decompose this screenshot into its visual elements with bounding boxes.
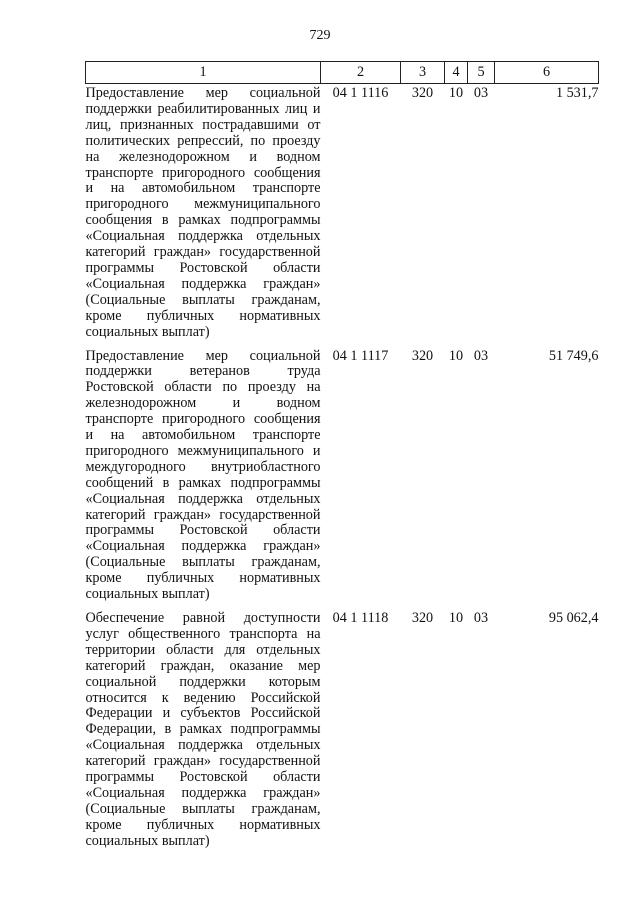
- row-subsection: 03: [473, 347, 489, 364]
- row-description: Предоставление мер социальной поддержки реабилитированных лиц и лиц, признанных пострадавшими от политических репрессий, по проезду на железнодорожном и водном транспорте пригородного сообщения и на автомобильном транспорте пригородного межмуниципального сообщения в рамках подпрограммы «Социальная поддержка отдельных категорий граждан» государственной программы Ростовской области «Социальная поддержка граждан» (Социальные выплаты гражданам, кроме публичных нормативных социальных выплат): [85, 85, 321, 340]
- row-code: 04 1 1116: [332, 85, 389, 101]
- page-number: 729: [309, 28, 331, 43]
- row-section: 10: [448, 610, 464, 626]
- table-row: [86, 347, 599, 610]
- column-header-2: 2: [321, 62, 401, 84]
- budget-table: [85, 61, 599, 856]
- row-type: 320: [411, 85, 434, 101]
- row-amount: 95 062,4: [548, 610, 599, 626]
- row-type: 320: [411, 347, 434, 364]
- row-description: Предоставление мер социальной поддержки ветеранов труда Ростовской области по проезду на железнодорожном и водном транспорте пригородного сообщения и на автомобильном транспорте пригородного межмуниципального и междугородного внутриобластного сообщений в рамках подпрограммы «Социальная поддержка отдельных категорий граждан» государственной программы Ростовской области «Социальная поддержка граждан» (Социальные выплаты гражданам, кроме публичных нормативных социальных выплат): [85, 347, 321, 603]
- header-row: [86, 62, 599, 84]
- row-description: Обеспечение равной доступности услуг общественного транспорта на территории области для отдельных категорий граждан, оказание мер социальной поддержки которым относится к ведению Российской Федерации и субъектов Российской Федерации, в рамках подпрограммы «Социальная поддержка отдельных категорий граждан» государственной программы Ростовской области «Социальная поддержка граждан» (Социальные выплаты гражданам, кроме публичных нормативных социальных выплат): [85, 610, 321, 849]
- row-code: 04 1 1117: [332, 347, 389, 364]
- row-section: 10: [448, 85, 464, 101]
- row-subsection: 03: [473, 610, 489, 626]
- column-header-3: 3: [401, 62, 445, 84]
- column-header-4: 4: [445, 62, 468, 84]
- row-type: 320: [411, 610, 434, 626]
- column-header-5: 5: [468, 62, 495, 84]
- row-section: 10: [448, 347, 464, 364]
- column-header-1: 1: [86, 62, 321, 84]
- row-amount: 51 749,6: [548, 347, 599, 364]
- table-row: [86, 84, 599, 347]
- row-code: 04 1 1118: [332, 610, 389, 626]
- table-row: [86, 609, 599, 856]
- row-subsection: 03: [473, 85, 489, 101]
- row-amount: 1 531,7: [555, 85, 599, 101]
- column-header-6: 6: [495, 62, 599, 84]
